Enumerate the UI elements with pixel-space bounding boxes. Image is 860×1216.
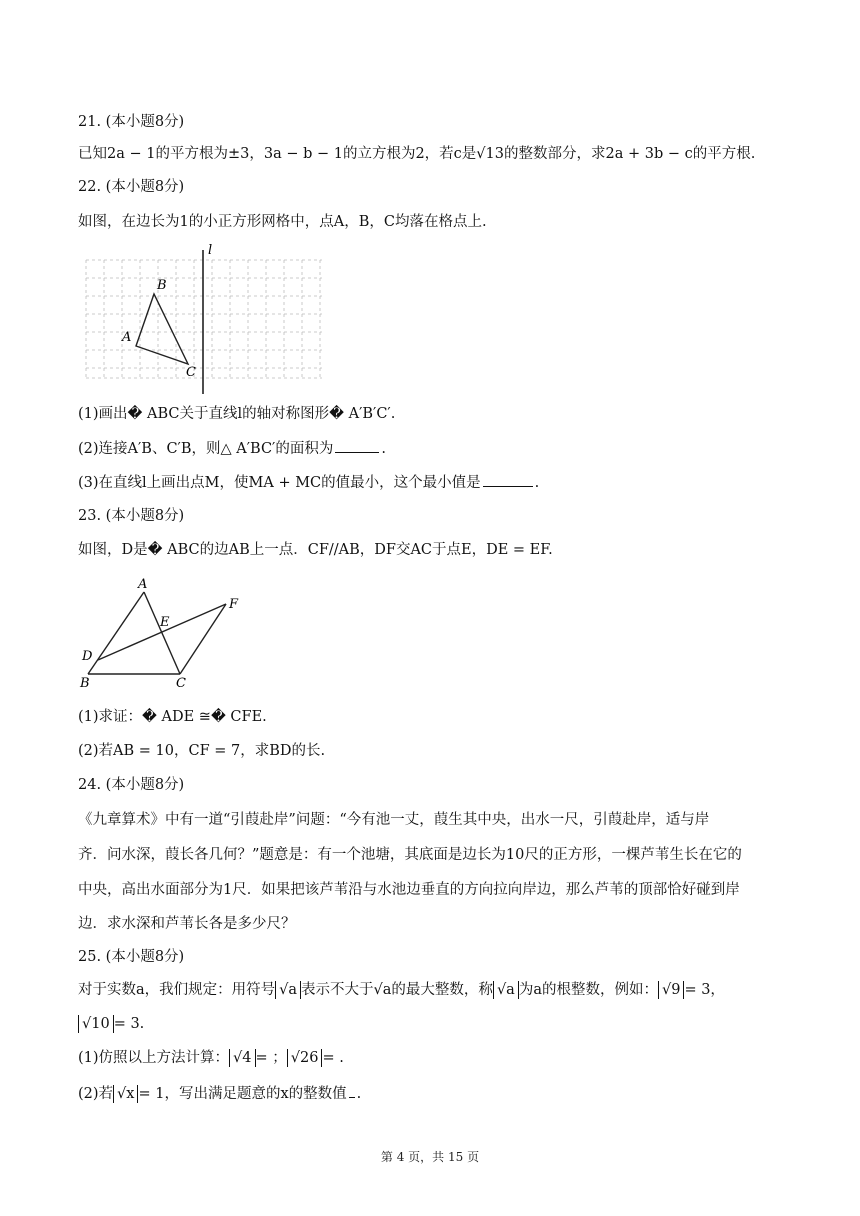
floor-bracket: √9 [658,981,684,999]
q22-intro: 如图，在边长为1的小正方形网格中，点A，B，C均落在格点上. [78,214,487,230]
q23-intro: 如图，D是� ABC的边AB上一点．CF//AB，DF交AC于点E，DE = EF. [78,542,553,558]
q22-grid-figure [84,242,328,398]
grid-lines [86,260,322,378]
q23-header: 23. (本小题8分) [78,508,185,524]
q23-part1: (1)求证：� ADE ≅� CFE. [78,709,267,725]
q23-triangle-figure [76,570,256,694]
page-footer: 第 4 页，共 15 页 [380,1150,480,1164]
q25-header: 25. (本小题8分) [78,949,185,965]
label-c: C [176,676,186,691]
answer-blank [335,438,379,453]
label-a: A [138,577,148,592]
answer-blank [349,1083,355,1098]
q24-line3: 中央，高出水面部分为1尺．如果把该芦苇沿与水池边垂直的方向拉向岸边，那么芦苇的顶部恰好碰到岸 [78,882,740,898]
q23-part2: (2)若AB = 10，CF = 7，求BD的长. [78,743,326,759]
q21-body: 已知2a − 1的平方根为±3，3a − b − 1的立方根为2，若c是√13的整数部分，求2a + 3b − c的平方根. [78,146,756,162]
floor-bracket: √10 [78,1015,114,1033]
answer-blank [483,472,533,487]
q25-part2: (2)若 √x = 1，写出满足题意的x的整数值 . [78,1083,820,1104]
triangle-abc [136,294,188,364]
q24-line4: 边．求水深和芦苇长各是多少尺？ [78,916,296,932]
q22-header: 22. (本小题8分) [78,179,185,195]
q25-line1: 对于实数a，我们规定：用符号 √a 表示不大于√a的最大整数，称 √a 为a的根整数，例如： √9 = 3， [78,982,725,998]
q24-line2: 齐．问水深，葭长各几何？”题意是：有一个池塘，其底面是边长为10尺的正方形，一棵芦苇生长在它的 [78,847,742,863]
q24-line1: 《九章算术》中有一道“引葭赴岸”问题：“今有池一丈，葭生其中央，出水一尺，引葭赴岸，适与岸 [78,812,710,828]
q25-part1: (1)仿照以上方法计算： √4 = ； √26 = . [78,1050,344,1066]
floor-bracket: √a [275,981,301,999]
label-b: B [157,278,167,293]
q24-header: 24. (本小题8分) [78,777,185,793]
label-f: F [229,597,239,612]
floor-bracket: √4 [229,1049,255,1067]
label-a: A [122,330,132,345]
q25-line2: √10 = 3. [78,1014,820,1034]
label-e: E [160,615,170,630]
label-l: l [208,243,213,258]
floor-bracket: √a [493,981,519,999]
q22-part2: (2)连接A′B、C′B，则△ A′BC′的面积为 . [78,438,820,459]
q21-header: 21. (本小题8分) [78,114,185,130]
label-d: D [82,649,93,664]
q22-part1: (1)画出� ABC关于直线l的轴对称图形� A′B′C′. [78,406,396,422]
label-b: B [80,676,90,691]
q22-part3: (3)在直线l上画出点M，使MA + MC的值最小，这个最小值是 . [78,472,820,493]
floor-bracket: √x [113,1085,138,1103]
label-c: C [186,365,196,380]
floor-bracket: √26 [287,1049,323,1067]
